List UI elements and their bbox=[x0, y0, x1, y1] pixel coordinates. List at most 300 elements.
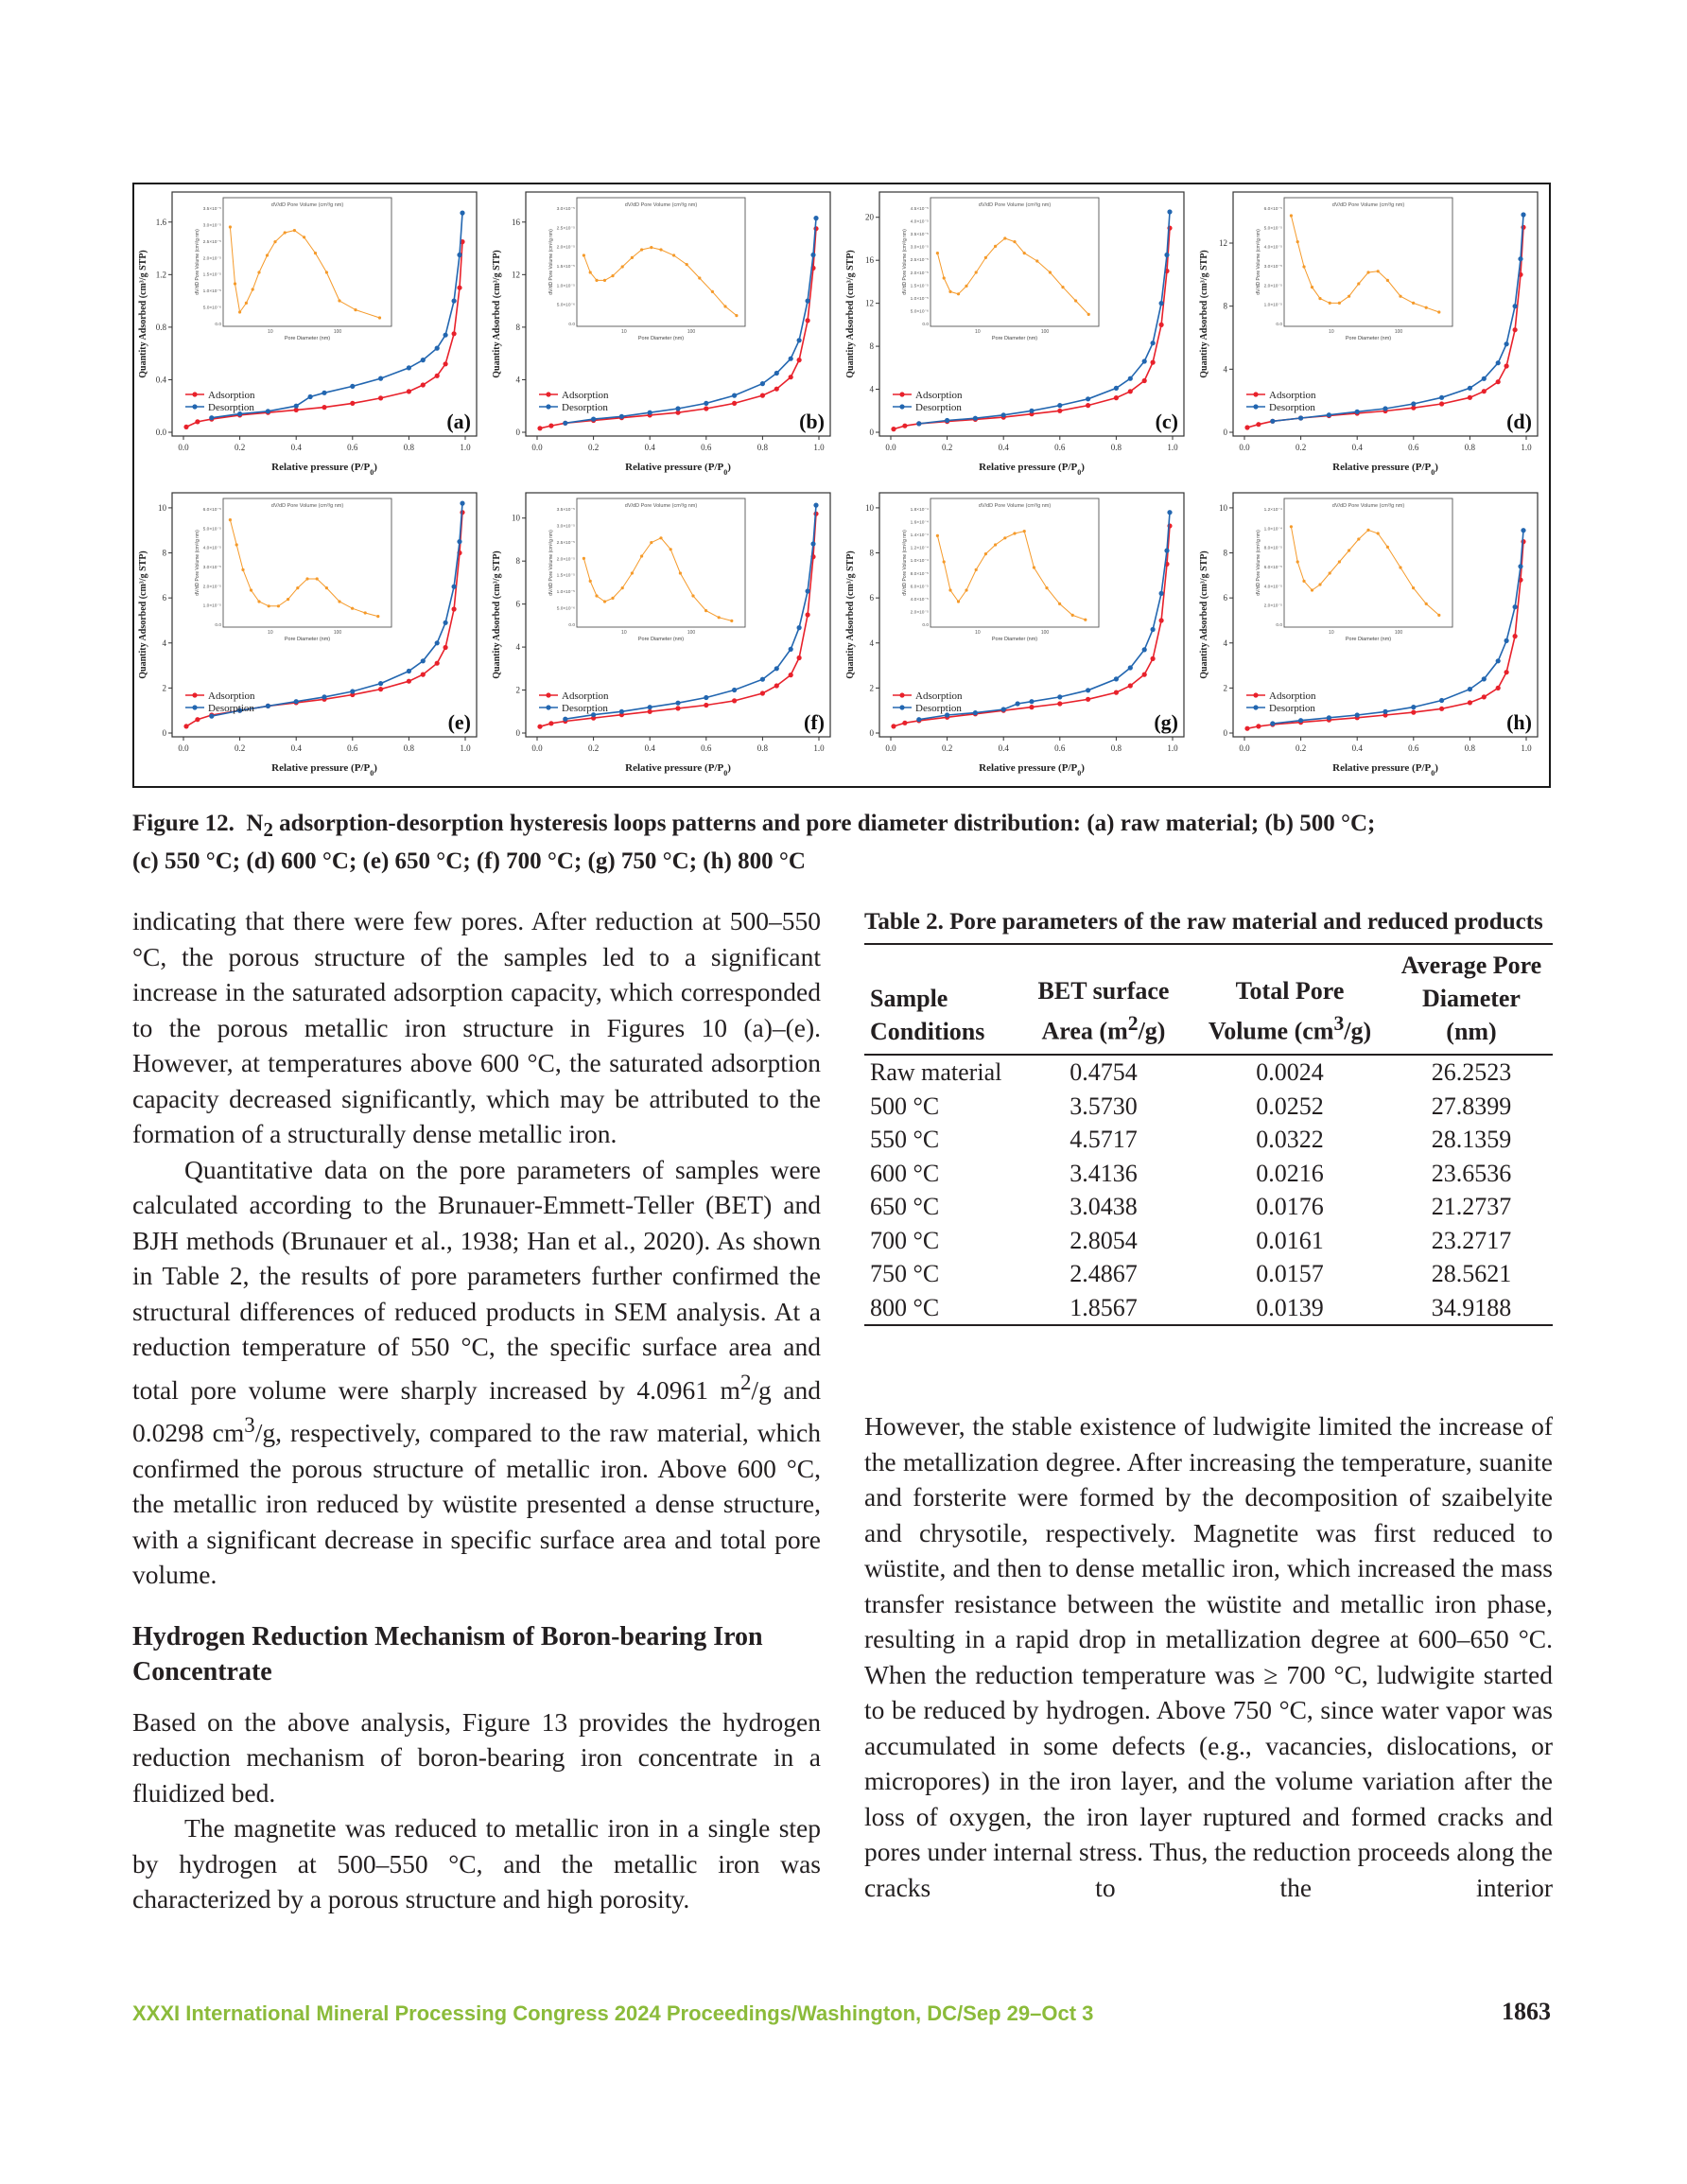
inset-point bbox=[287, 598, 289, 601]
inset-y-tick-label: 5.0×10⁻⁶ bbox=[202, 306, 221, 311]
data-point bbox=[1057, 403, 1062, 408]
data-point bbox=[902, 721, 907, 725]
legend-marker bbox=[1253, 705, 1258, 709]
data-point bbox=[1504, 363, 1509, 368]
superscript: 3 bbox=[244, 1413, 255, 1438]
data-point bbox=[1128, 389, 1133, 393]
y-axis-label: Quantity Adsorbed (cm³/g STP) bbox=[845, 250, 856, 378]
inset-x-tick-label: 100 bbox=[1394, 630, 1403, 636]
data-point bbox=[1298, 415, 1303, 420]
data-point bbox=[891, 427, 896, 431]
data-point bbox=[563, 421, 567, 426]
data-point bbox=[813, 216, 818, 220]
inset-frame bbox=[930, 498, 1099, 627]
x-tick-label: 0.8 bbox=[1110, 443, 1122, 452]
data-point bbox=[1496, 686, 1501, 690]
header-text: /g) bbox=[1344, 1018, 1372, 1045]
data-point bbox=[774, 387, 779, 392]
chart-panel bbox=[138, 493, 477, 778]
inset-x-tick-label: 100 bbox=[1394, 329, 1403, 335]
x-axis-label-sub: 0 bbox=[1431, 467, 1435, 477]
inset-point bbox=[735, 314, 738, 317]
x-tick-label: 0.6 bbox=[701, 743, 712, 753]
y-tick-label: 8 bbox=[869, 341, 874, 352]
table-cell: 0.4754 bbox=[1070, 1058, 1138, 1086]
y-tick-label: 4 bbox=[869, 638, 874, 648]
page-number: 1863 bbox=[1502, 1998, 1551, 2025]
y-tick-label: 0 bbox=[1223, 428, 1227, 437]
inset-point bbox=[1425, 306, 1428, 309]
data-point bbox=[1327, 715, 1331, 720]
data-point bbox=[891, 724, 896, 728]
inset-point bbox=[984, 256, 987, 259]
table-cell: 700 °C bbox=[870, 1226, 940, 1254]
inset-x-label: Pore Diameter (nm) bbox=[991, 336, 1038, 341]
data-point bbox=[266, 409, 270, 413]
data-point bbox=[732, 393, 737, 398]
data-point bbox=[1086, 403, 1090, 408]
paragraph: The magnetite was reduced to metallic iron in a single step by hydrogen at 500–550 °C, and the metallic iron was characterized by a porous structure and high porosity. bbox=[132, 1813, 821, 1914]
data-point bbox=[648, 705, 652, 709]
legend-label: Desorption bbox=[562, 402, 608, 413]
table-row bbox=[864, 1157, 1553, 1191]
data-point bbox=[1159, 591, 1164, 596]
inset-y-tick-label: 5.0×10⁻⁶ bbox=[910, 309, 929, 315]
data-point bbox=[1029, 705, 1034, 709]
data-point bbox=[1057, 701, 1062, 706]
inset-point bbox=[686, 263, 688, 266]
inset-y-tick-label: 3.0×10⁻⁵ bbox=[556, 524, 575, 530]
inset-y-tick-label: 8.0×10⁻⁵ bbox=[1263, 546, 1282, 551]
inset-point bbox=[268, 604, 270, 607]
inset-point bbox=[621, 586, 624, 589]
data-point bbox=[460, 501, 464, 506]
inset-point bbox=[314, 252, 317, 254]
panel-label: (a) bbox=[446, 410, 471, 433]
data-point bbox=[1256, 422, 1261, 427]
inset-point bbox=[325, 586, 328, 589]
legend-label: Desorption bbox=[208, 703, 254, 714]
data-point bbox=[1029, 699, 1034, 704]
inset-x-label: Pore Diameter (nm) bbox=[1345, 637, 1392, 642]
inset-point bbox=[1399, 566, 1401, 568]
data-point bbox=[1439, 401, 1444, 406]
data-point bbox=[1468, 386, 1472, 391]
data-point bbox=[350, 384, 355, 389]
legend-label: Desorption bbox=[915, 402, 962, 413]
data-point bbox=[1504, 341, 1509, 346]
inset-point bbox=[257, 271, 260, 273]
y-tick-label: 12 bbox=[865, 298, 874, 308]
x-axis-label-sub: 0 bbox=[723, 467, 728, 477]
data-point bbox=[195, 717, 200, 722]
inset-point bbox=[994, 543, 997, 546]
superscript: 3 bbox=[1333, 1012, 1345, 1036]
inset-point bbox=[277, 604, 280, 607]
inset-y-tick-label: 2.0×10⁻⁵ bbox=[910, 271, 929, 276]
data-point bbox=[1496, 379, 1501, 384]
data-point bbox=[1482, 676, 1487, 681]
inset-point bbox=[650, 246, 652, 249]
data-point bbox=[1355, 712, 1360, 717]
inset-y-tick-label: 1.0×10⁻⁵ bbox=[202, 603, 221, 609]
inset-point bbox=[1412, 586, 1415, 589]
x-tick-label: 0.0 bbox=[531, 743, 543, 753]
data-point bbox=[1468, 687, 1472, 691]
table-row bbox=[864, 1090, 1553, 1124]
inset-point bbox=[1412, 302, 1415, 305]
legend-marker bbox=[192, 404, 197, 409]
inset-point bbox=[354, 308, 357, 311]
data-point bbox=[973, 710, 978, 715]
inset-y-tick-label: 1.0×10⁻⁵ bbox=[556, 284, 575, 289]
inset-point bbox=[1348, 549, 1350, 551]
y-axis-label: Quantity Adsorbed (cm³/g STP) bbox=[492, 550, 502, 679]
x-tick-label: 0.6 bbox=[1054, 743, 1066, 753]
data-point bbox=[1513, 327, 1518, 332]
data-point bbox=[452, 331, 457, 336]
data-point bbox=[916, 717, 921, 722]
data-point bbox=[1151, 360, 1156, 365]
inset-point bbox=[1338, 560, 1341, 563]
inset-y-tick-label: 4.0×10⁻⁵ bbox=[1263, 245, 1282, 251]
table-cell: 500 °C bbox=[870, 1092, 940, 1120]
inset-y-tick-label: 3.0×10⁻⁵ bbox=[202, 566, 221, 570]
data-point bbox=[1164, 253, 1169, 257]
inset-y-tick-label: 2.0×10⁻⁵ bbox=[910, 610, 929, 616]
inset-y-tick-label: 1.0×10⁻⁵ bbox=[556, 590, 575, 596]
data-point bbox=[1504, 638, 1509, 643]
x-axis-label-text: Relative pressure (P/P bbox=[979, 462, 1078, 473]
inset-y-tick-label: 1.5×10⁻⁵ bbox=[556, 265, 575, 270]
data-point bbox=[1256, 724, 1261, 728]
data-point bbox=[774, 371, 779, 376]
inset-point bbox=[273, 240, 276, 243]
legend-marker bbox=[899, 705, 904, 709]
data-point bbox=[704, 703, 708, 708]
data-point bbox=[183, 425, 188, 429]
inset-y-tick-label: 1.8×10⁻⁴ bbox=[910, 508, 929, 513]
inset-point bbox=[1437, 614, 1440, 617]
inset-point bbox=[266, 253, 269, 256]
x-tick-label: 0.2 bbox=[234, 743, 246, 753]
data-point bbox=[1142, 378, 1147, 383]
data-point bbox=[1355, 410, 1360, 414]
data-point bbox=[797, 338, 802, 342]
inset-point bbox=[1311, 286, 1313, 288]
y-tick-label: 1.6 bbox=[155, 217, 166, 227]
inset-frame bbox=[577, 198, 745, 326]
inset-point bbox=[378, 316, 381, 319]
chart-panel bbox=[138, 192, 477, 477]
x-axis-label-end: ) bbox=[1435, 462, 1438, 473]
data-point bbox=[378, 687, 383, 691]
data-point bbox=[443, 645, 448, 650]
data-point bbox=[563, 717, 567, 722]
table-row bbox=[864, 1257, 1553, 1291]
data-point bbox=[1159, 301, 1164, 306]
inset-y-tick-label: 5.0×10⁻⁵ bbox=[202, 527, 221, 533]
inset-y-tick-label: 4.0×10⁻⁵ bbox=[1263, 585, 1282, 590]
x-tick-label: 1.0 bbox=[1521, 743, 1532, 753]
inset-y-tick-label: 3.5×10⁻⁵ bbox=[910, 233, 929, 238]
data-point bbox=[1482, 389, 1487, 393]
right-column bbox=[864, 1408, 1553, 1905]
data-point bbox=[1411, 710, 1416, 715]
caption-prefix: Figure 12. bbox=[132, 811, 235, 836]
data-point bbox=[350, 401, 355, 406]
inset-x-tick-label: 100 bbox=[333, 329, 342, 335]
data-point bbox=[675, 706, 680, 710]
inset-y-label: dV/dD Pore Volume (cm³/g nm) bbox=[902, 530, 908, 596]
data-point bbox=[789, 357, 793, 361]
inset-y-tick-label: 1.0×10⁻⁴ bbox=[910, 559, 929, 565]
footer-text: XXXI International Mineral Processing Congress 2024 Proceedings/Washington, DC/Sep 29–Oct 3 bbox=[132, 2001, 1094, 2025]
inset-point bbox=[1386, 546, 1389, 549]
inset-y-tick-label: 2.0×10⁻⁵ bbox=[202, 585, 221, 590]
y-axis-label: Quantity Adsorbed (cm³/g STP) bbox=[1199, 250, 1209, 378]
data-point bbox=[1270, 721, 1275, 725]
inset-y-tick-label: 4.0×10⁻⁵ bbox=[910, 597, 929, 603]
y-tick-label: 10 bbox=[158, 502, 166, 513]
figure-caption bbox=[132, 808, 1551, 878]
x-axis-label-sub: 0 bbox=[1431, 768, 1435, 778]
inset-point bbox=[659, 248, 662, 251]
data-point bbox=[1383, 709, 1387, 714]
x-tick-label: 1.0 bbox=[1167, 743, 1178, 753]
data-point bbox=[322, 405, 326, 410]
data-point bbox=[1513, 604, 1518, 609]
inset-y-tick-label: 2.0×10⁻⁵ bbox=[1263, 284, 1282, 289]
data-point bbox=[183, 724, 188, 728]
x-tick-label: 0.4 bbox=[290, 743, 302, 753]
data-point bbox=[806, 588, 810, 593]
inset-y-tick-label: 2.0×10⁻⁵ bbox=[202, 256, 221, 262]
y-tick-label: 0 bbox=[515, 428, 520, 437]
legend-label: Desorption bbox=[562, 703, 608, 714]
data-point bbox=[443, 333, 448, 338]
inset-point bbox=[650, 541, 652, 544]
x-tick-label: 0.0 bbox=[178, 443, 189, 452]
inset-point bbox=[1338, 302, 1341, 305]
inset-point bbox=[1023, 530, 1026, 533]
y-tick-label: 2 bbox=[162, 683, 166, 693]
inset-point bbox=[943, 276, 946, 279]
x-tick-label: 0.6 bbox=[347, 743, 358, 753]
inset-x-tick-label: 10 bbox=[975, 630, 981, 636]
x-axis-label-text: Relative pressure (P/P bbox=[1332, 762, 1432, 774]
inset-y-label: dV/dD Pore Volume (cm³/g nm) bbox=[902, 229, 908, 295]
legend-label: Adsorption bbox=[562, 690, 609, 702]
table-cell: 2.8054 bbox=[1070, 1226, 1138, 1254]
x-axis-label bbox=[271, 762, 377, 778]
y-tick-label: 4 bbox=[515, 642, 520, 653]
inset-x-tick-label: 100 bbox=[333, 630, 342, 636]
inset-x-label: Pore Diameter (nm) bbox=[284, 336, 331, 341]
x-axis-label-end: ) bbox=[727, 462, 731, 473]
data-point bbox=[322, 694, 326, 699]
caption-n: N bbox=[246, 811, 264, 836]
data-point bbox=[407, 365, 411, 370]
paragraph: indicating that there were few pores. After reduction at 500–550 °C, the porous structure of the samples led to a significant increase in the saturated adsorption capacity, which corresponded to the porous metallic iron structure in Figures 10 (a)–(e). However, at temperatures above 600 °C, the saturated adsorption capacity decreased significantly, which may be attributed to the formation of a structurally dense metallic iron. bbox=[132, 906, 821, 1148]
panel-label: (g) bbox=[1154, 710, 1178, 734]
inset-point bbox=[936, 252, 939, 254]
y-tick-label: 10 bbox=[865, 502, 874, 513]
inset-y-tick-label: 0.0 bbox=[922, 623, 929, 628]
inset-point bbox=[1366, 271, 1369, 273]
text-run: Quantitative data on the pore parameters of samples were calculated according to the Brunauer-Emmett-Teller (BET) and BJH methods (Brunauer et al., 1938; Han et al., 2020). As shown in Table 2, the results of pore parameters further confirmed the structural differences of reduced products in SEM analysis. At a reduction temperature of 550 °C, the specific surface area and total pore volume were sharply increased by 4.0961 m bbox=[132, 1154, 821, 1405]
y-tick-label: 0.0 bbox=[155, 428, 166, 437]
inset-point bbox=[1329, 302, 1331, 305]
x-tick-label: 0.4 bbox=[644, 743, 655, 753]
data-point bbox=[1114, 676, 1119, 681]
data-point bbox=[1468, 395, 1472, 400]
inset-point bbox=[640, 554, 643, 557]
data-point bbox=[797, 358, 802, 362]
inset-point bbox=[1357, 282, 1360, 285]
table-cell: 0.0322 bbox=[1256, 1126, 1324, 1153]
y-axis-label: Quantity Adsorbed (cm³/g STP) bbox=[1199, 550, 1209, 679]
data-point bbox=[452, 299, 457, 304]
inset-y-tick-label: 5.0×10⁻⁶ bbox=[556, 606, 575, 612]
panel-label: (d) bbox=[1506, 410, 1532, 433]
inset-point bbox=[1399, 295, 1401, 298]
table-cell: 34.9188 bbox=[1390, 1291, 1553, 1326]
header-text: /g) bbox=[1138, 1018, 1166, 1045]
inset-point bbox=[1045, 586, 1048, 589]
caption-sub: 2 bbox=[263, 818, 273, 841]
y-tick-label: 0 bbox=[162, 728, 166, 738]
inset-y-tick-label: 0.0 bbox=[215, 323, 221, 327]
inset-y-tick-label: 2.5×10⁻⁵ bbox=[202, 239, 221, 245]
data-point bbox=[1029, 409, 1034, 413]
paragraph: Based on the above analysis, Figure 13 provides the hydrogen reduction mechanism of boron-bearing iron concentrate in a fluidized bed. bbox=[132, 1706, 821, 1808]
x-tick-label: 0.4 bbox=[1351, 443, 1363, 452]
inset-x-label: Pore Diameter (nm) bbox=[637, 336, 685, 341]
inset-y-tick-label: 4.5×10⁻⁵ bbox=[910, 207, 929, 212]
x-tick-label: 0.6 bbox=[347, 443, 358, 452]
data-point bbox=[195, 419, 200, 424]
inset-y-label: dV/dD Pore Volume (cm³/g nm) bbox=[1256, 229, 1261, 295]
legend-marker bbox=[1253, 392, 1258, 396]
inset-x-tick-label: 10 bbox=[621, 630, 627, 636]
legend-marker bbox=[546, 404, 550, 409]
inset-x-label: Pore Diameter (nm) bbox=[637, 637, 685, 642]
data-point bbox=[435, 661, 440, 666]
inset-point bbox=[1003, 536, 1006, 539]
figure-panels bbox=[134, 184, 1549, 786]
inset-y-tick-label: 6.0×10⁻⁵ bbox=[202, 508, 221, 513]
y-tick-label: 2 bbox=[869, 683, 874, 693]
inset-point bbox=[1058, 603, 1061, 605]
inset-point bbox=[1061, 286, 1064, 288]
inset-point bbox=[1357, 537, 1360, 540]
x-tick-label: 1.0 bbox=[813, 743, 825, 753]
data-point bbox=[1114, 386, 1119, 391]
inset-legend: dV/dD Pore Volume (cm³/g nm) bbox=[978, 202, 1052, 208]
table-cell: 28.5621 bbox=[1431, 1260, 1512, 1287]
x-axis-label-text: Relative pressure (P/P bbox=[1332, 462, 1432, 473]
inset-y-tick-label: 1.5×10⁻⁵ bbox=[910, 284, 929, 289]
y-tick-label: 8 bbox=[1223, 301, 1227, 311]
y-axis-label: Quantity Adsorbed (cm³/g STP) bbox=[492, 250, 502, 378]
data-point bbox=[675, 406, 680, 411]
chart-panel bbox=[492, 493, 830, 778]
inset-point bbox=[679, 571, 682, 574]
data-point bbox=[435, 346, 440, 351]
y-tick-label: 12 bbox=[512, 270, 520, 280]
superscript: 2 bbox=[739, 1370, 752, 1394]
table-cell: 600 °C bbox=[870, 1159, 940, 1187]
panel-label: (b) bbox=[799, 410, 825, 433]
x-tick-label: 0.6 bbox=[1408, 443, 1419, 452]
inset-x-tick-label: 100 bbox=[1040, 329, 1050, 335]
legend-label: Adsorption bbox=[1269, 690, 1316, 702]
x-tick-label: 0.2 bbox=[587, 443, 600, 452]
inset-point bbox=[975, 271, 978, 273]
x-axis-label-end: ) bbox=[374, 462, 377, 473]
data-point bbox=[648, 411, 652, 415]
data-point bbox=[548, 424, 553, 428]
inset-point bbox=[245, 302, 248, 305]
x-tick-label: 0.2 bbox=[234, 443, 246, 452]
inset-point bbox=[611, 274, 614, 277]
data-point bbox=[1411, 401, 1416, 406]
inset-point bbox=[583, 253, 585, 256]
data-point bbox=[704, 695, 708, 700]
x-tick-label: 0.8 bbox=[403, 743, 415, 753]
x-tick-label: 1.0 bbox=[460, 743, 471, 753]
y-tick-label: 6 bbox=[869, 593, 874, 603]
legend-label: Desorption bbox=[208, 402, 254, 413]
x-axis-label-text: Relative pressure (P/P bbox=[625, 462, 724, 473]
x-tick-label: 0.4 bbox=[998, 443, 1009, 452]
left-column bbox=[132, 903, 821, 1917]
data-point bbox=[1114, 395, 1119, 400]
x-axis-label bbox=[625, 762, 731, 778]
inset-point bbox=[338, 600, 340, 603]
y-tick-label: 2 bbox=[515, 685, 520, 695]
inset-legend: dV/dD Pore Volume (cm³/g nm) bbox=[624, 503, 698, 509]
inset-point bbox=[1035, 259, 1038, 262]
data-point bbox=[457, 253, 461, 257]
table-body bbox=[864, 1055, 1553, 1325]
data-point bbox=[797, 625, 802, 630]
inset-point bbox=[1329, 571, 1331, 574]
x-tick-label: 0.8 bbox=[1464, 743, 1476, 753]
header-sample-conditions: Sample Conditions bbox=[864, 944, 1017, 1055]
inset-point bbox=[1290, 214, 1293, 217]
table-cell: 28.1359 bbox=[1431, 1126, 1512, 1153]
inset-point bbox=[1003, 236, 1006, 239]
data-point bbox=[378, 395, 383, 400]
data-point bbox=[973, 416, 978, 421]
data-point bbox=[1159, 618, 1164, 622]
inset-legend: dV/dD Pore Volume (cm³/g nm) bbox=[624, 202, 698, 208]
inset-y-tick-label: 1.0×10⁻⁵ bbox=[910, 296, 929, 302]
page-footer bbox=[132, 1998, 1551, 2035]
table-cell: 2.4867 bbox=[1070, 1260, 1138, 1287]
x-axis-label-sub: 0 bbox=[370, 467, 374, 477]
legend-label: Adsorption bbox=[915, 390, 963, 401]
chart-panel bbox=[845, 192, 1184, 477]
inset-x-label: Pore Diameter (nm) bbox=[991, 637, 1038, 642]
data-point bbox=[209, 415, 214, 420]
y-tick-label: 4 bbox=[1223, 638, 1227, 648]
inset-point bbox=[1302, 580, 1305, 583]
legend-marker bbox=[546, 392, 550, 396]
x-tick-label: 0.0 bbox=[885, 743, 896, 753]
